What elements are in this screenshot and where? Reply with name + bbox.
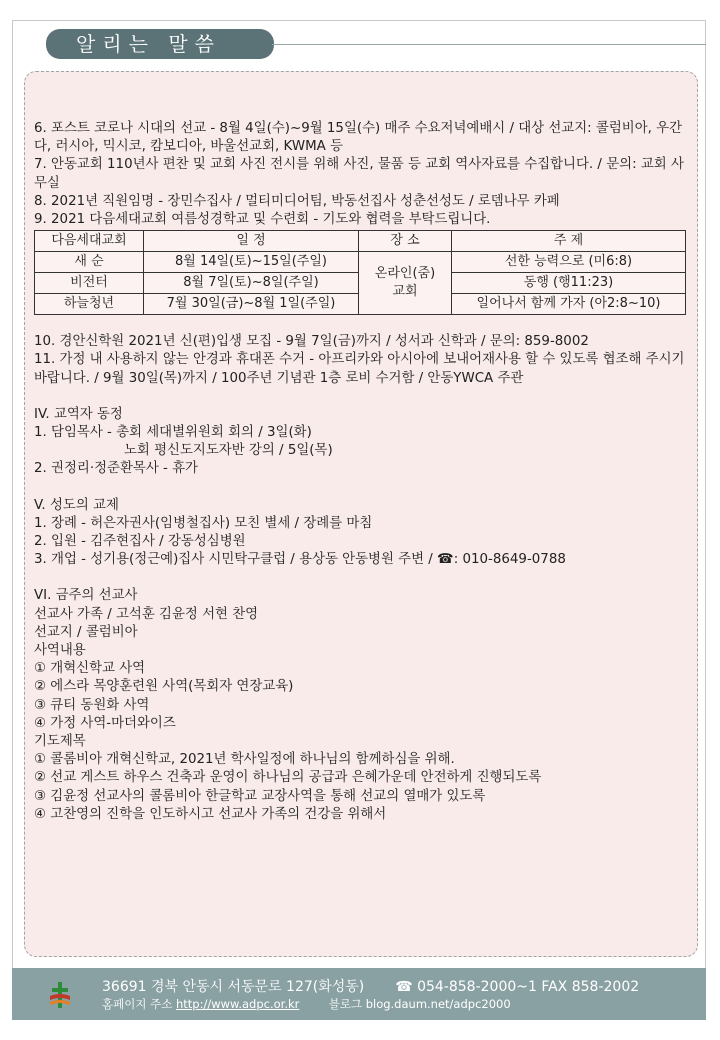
homepage-link[interactable]: http://www.adpc.or.kr xyxy=(175,997,300,1011)
notice-8: 8. 2021년 직원임명 - 장민수집사 / 멀티미디어팀, 박동선집사 성춘선성도 / 로뎀나무 카페 xyxy=(34,193,560,209)
table-cell-place: 온라인(줌) 교회 xyxy=(359,252,452,315)
table-cell-date: 8월 14일(토)~15일(주일) xyxy=(144,252,359,273)
table-header: 다음세대교회 xyxy=(35,231,144,252)
table-header: 주 제 xyxy=(452,231,686,252)
work-item: ① 개혁신학교 사역 xyxy=(34,661,146,677)
table-cell-group: 새 순 xyxy=(35,252,144,273)
table-header: 장 소 xyxy=(359,231,452,252)
work-item: ④ 가정 사역-마더와이즈 xyxy=(34,715,176,731)
section-5-line-3: 3. 개업 - 성기용(정근예)집사 시민탁구클럽 / 용상동 안동병원 주변 / ☎: 010-8649-0788 xyxy=(34,552,566,568)
notice-10: 10. 경안신학원 2021년 신(편)입생 모집 - 9월 7일(금)까지 / 성서과 신학과 / 문의: 859-8002 xyxy=(34,334,589,350)
spacer xyxy=(34,569,686,587)
prayer-item: ③ 김윤정 선교사의 콜롬비아 한글학교 교장사역을 통해 선교의 열매가 있도록 xyxy=(34,788,486,804)
section-5-line-1: 1. 장례 - 허은자권사(임병철집사) 모친 별세 / 장례를 마침 xyxy=(34,515,373,531)
work-title: 사역내용 xyxy=(34,643,86,659)
table-cell-group: 비전터 xyxy=(35,273,144,294)
table-cell-theme: 일어나서 함께 가자 (아2:8~10) xyxy=(452,294,686,315)
prayer-item: ② 선교 게스트 하우스 건축과 운영이 하나님의 공급과 은혜가운데 안전하게 진행되도록 xyxy=(34,770,542,786)
footer-contact-line xyxy=(102,976,639,996)
spacer xyxy=(34,315,686,333)
notice-7: 7. 안동교회 110년사 편찬 및 교회 사진 전시를 위해 사진, 물품 등 교회 역사자료를 수집합니다. / 문의: 교회 사무실 xyxy=(34,157,684,191)
table-cell-group: 하늘청년 xyxy=(35,294,144,315)
prayer-item: ① 콜롬비아 개혁신학교, 2021년 학사일정에 하나님의 함께하심을 위해. xyxy=(34,752,455,768)
spacer xyxy=(34,388,686,406)
table-header-row xyxy=(35,231,686,252)
section-5-line-2: 2. 입원 - 김주현집사 / 강동성심병원 xyxy=(34,534,246,550)
footer-address: 36691 경북 안동시 서동문로 127(화성동) xyxy=(102,979,365,995)
missionary-family: 선교사 가족 / 고석훈 김윤정 서현 찬영 xyxy=(34,606,259,622)
title-divider xyxy=(272,44,706,45)
mission-field: 선교지 / 콜럼비아 xyxy=(34,624,138,640)
table-row xyxy=(35,252,686,273)
notice-content xyxy=(34,120,686,824)
church-cross-logo-icon xyxy=(48,980,72,1010)
prayer-title: 기도제목 xyxy=(34,734,86,750)
footer-phone: ☎ 054-858-2000~1 FAX 858-2002 xyxy=(395,979,640,995)
schedule-table xyxy=(34,230,686,315)
blog-address: 블로그 blog.daum.net/adpc2000 xyxy=(328,997,511,1011)
section-4-line-1: 1. 담임목사 - 총회 세대별위원회 회의 / 3일(화) xyxy=(34,425,312,441)
notice-11: 11. 가정 내 사용하지 않는 안경과 휴대폰 수거 - 아프리카와 아시아에 보내어재사용 할 수 있도록 협조해 주시기 바랍니다. / 9월 30일(목)까지 / 100주년 기념관 1층 로비 수거함 / 안동YWCA 주관 xyxy=(34,352,685,386)
prayer-item: ④ 고찬영의 진학을 인도하시고 선교사 가족의 건강을 위해서 xyxy=(34,806,387,822)
table-cell-theme: 동행 (행11:23) xyxy=(452,273,686,294)
table-header: 일 정 xyxy=(144,231,359,252)
section-6-title: VI. 금주의 선교사 xyxy=(34,588,138,604)
spacer xyxy=(34,479,686,497)
table-cell-date: 8월 7일(토)~8일(주일) xyxy=(144,273,359,294)
notice-9: 9. 2021 다음세대교회 여름성경학교 및 수련회 - 기도와 협력을 부탁드립니다. xyxy=(34,212,491,228)
work-item: ③ 큐티 동원화 사역 xyxy=(34,697,150,713)
section-title: 알리는 말씀 xyxy=(46,29,274,59)
footer xyxy=(12,968,706,1020)
homepage-label: 홈페이지 주소 xyxy=(102,997,173,1011)
section-4-line-1b: 노회 평신도지도자반 강의 / 5일(목) xyxy=(124,443,333,459)
work-item: ② 에스라 목양훈련원 사역(목회자 연장교육) xyxy=(34,679,294,695)
section-5-title: V. 성도의 교제 xyxy=(34,497,119,513)
footer-web-line xyxy=(102,996,511,1012)
section-4-line-2: 2. 권정리·정준환목사 - 휴가 xyxy=(34,461,198,477)
section-4-title: IV. 교역자 동정 xyxy=(34,406,123,422)
table-cell-date: 7월 30일(금)~8월 1일(주일) xyxy=(144,294,359,315)
table-cell-theme: 선한 능력으로 (미6:8) xyxy=(452,252,686,273)
notice-6: 6. 포스트 코로나 시대의 선교 - 8월 4일(수)~9월 15일(수) 매주 수요저녁예배시 / 대상 선교지: 콜럼비아, 우간다, 러시아, 믹시코, 캄보디아, 바울선교회, KWMA 등 xyxy=(34,121,683,155)
